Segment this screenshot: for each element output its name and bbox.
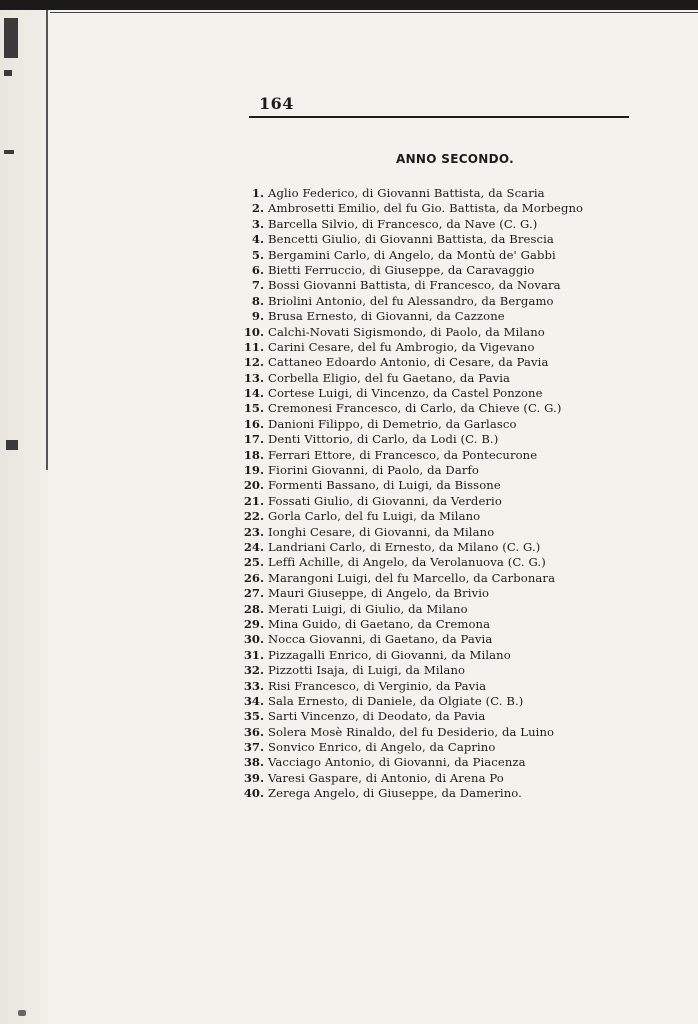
entry-text: Cattaneo Edoardo Antonio, di Cesare, da Pavia (268, 355, 549, 370)
entry-text: Merati Luigi, di Giulio, da Milano (268, 601, 468, 616)
entry-text: Fiorini Giovanni, di Paolo, da Darfo (268, 463, 479, 478)
entry-text: Bencetti Giulio, di Giovanni Battista, da Brescia (268, 232, 554, 247)
entry-text: Barcella Silvio, di Francesco, da Nave (C. G.) (268, 216, 538, 231)
list-item (240, 278, 660, 293)
list-item (240, 248, 660, 263)
list-item (240, 648, 660, 663)
entry-number: 11. (243, 339, 264, 354)
list-item (240, 494, 660, 509)
entry-number: 16. (243, 416, 264, 431)
entry-number: 36. (243, 724, 264, 739)
binding-mark (6, 440, 18, 450)
entry-text: Cortese Luigi, di Vincenzo, da Castel Ponzone (268, 386, 543, 401)
list-item (240, 294, 660, 309)
list-item (240, 571, 660, 586)
entry-number: 31. (243, 647, 264, 662)
entry-text: Risi Francesco, di Verginio, da Pavia (268, 678, 487, 693)
page-speck (18, 1010, 26, 1016)
list-item (240, 217, 660, 232)
entry-number: 30. (243, 632, 264, 647)
list-item (240, 186, 660, 201)
entry-number: 27. (243, 586, 264, 601)
binding-rule (46, 0, 48, 470)
top-rule (50, 12, 698, 13)
entry-number: 33. (243, 678, 264, 693)
entry-text: Varesi Gaspare, di Antonio, di Arena Po (268, 770, 504, 785)
list-item (240, 771, 660, 786)
entry-number: 7. (251, 278, 264, 293)
entry-number: 1. (251, 186, 264, 200)
list-item (240, 525, 660, 540)
entry-text: Bergamini Carlo, di Angelo, da Montù de' Gabbi (268, 247, 556, 262)
list-item (240, 586, 660, 601)
entry-number: 17. (243, 432, 264, 447)
list-item (240, 694, 660, 709)
entry-text: Ferrari Ettore, di Francesco, da Pontecurone (268, 447, 538, 462)
entry-number: 25. (243, 555, 264, 570)
entry-number: 4. (251, 232, 264, 247)
entry-text: Leffi Achille, di Angelo, da Verolanuova (C. G.) (268, 555, 546, 570)
entry-number: 9. (251, 309, 264, 324)
list-item (240, 371, 660, 386)
entry-text: Bietti Ferruccio, di Giuseppe, da Caravaggio (268, 262, 535, 277)
list-item (240, 417, 660, 432)
entry-number: 28. (243, 601, 264, 616)
entry-number: 34. (243, 693, 264, 708)
entry-text: Ambrosetti Emilio, del fu Gio. Battista, da Morbegno (268, 201, 584, 216)
list-item (240, 340, 660, 355)
list-item (240, 509, 660, 524)
binding-mark (4, 150, 14, 154)
list-item (240, 740, 660, 755)
list-item (240, 478, 660, 493)
list-item (240, 725, 660, 740)
entry-text: Danioni Filippo, di Demetrio, da Garlasco (268, 416, 517, 431)
entry-number: 10. (243, 324, 264, 339)
entry-text: Nocca Giovanni, di Gaetano, da Pavia (268, 632, 493, 647)
list-item (240, 555, 660, 570)
entry-number: 15. (243, 401, 264, 416)
entry-number: 6. (251, 262, 264, 277)
list-item (240, 602, 660, 617)
entry-number: 37. (243, 740, 264, 755)
entry-number: 23. (243, 524, 264, 539)
entry-text: Denti Vittorio, di Carlo, da Lodi (C. B.) (268, 432, 499, 447)
entry-number: 5. (251, 247, 264, 262)
list-item (240, 463, 660, 478)
entry-number: 39. (243, 770, 264, 785)
binding-mark (4, 18, 18, 58)
entry-number: 24. (243, 539, 264, 554)
entry-text: Carini Cesare, del fu Ambrogio, da Vigevano (268, 339, 535, 354)
entry-text: Bossi Giovanni Battista, di Francesco, da Novara (268, 278, 561, 293)
student-list (240, 186, 660, 802)
entry-text: Formenti Bassano, di Luigi, da Bissone (268, 478, 501, 493)
list-item (240, 540, 660, 555)
page-number: 164 (259, 94, 294, 113)
entry-text: Pizzotti Isaja, di Luigi, da Milano (268, 663, 466, 678)
list-item (240, 401, 660, 416)
entry-text: Sarti Vincenzo, di Deodato, da Pavia (268, 709, 486, 724)
entry-text: Pizzagalli Enrico, di Giovanni, da Milano (268, 647, 511, 662)
list-item (240, 679, 660, 694)
list-item (240, 309, 660, 324)
entry-text: Landriani Carlo, di Ernesto, da Milano (C. G.) (268, 539, 541, 554)
entry-text: Zerega Angelo, di Giuseppe, da Damerino. (268, 786, 522, 801)
entry-number: 38. (243, 755, 264, 770)
entry-number: 21. (243, 493, 264, 508)
list-item (240, 617, 660, 632)
entry-number: 26. (243, 570, 264, 585)
list-item (240, 201, 660, 216)
list-item (240, 432, 660, 447)
entry-text: Briolini Antonio, del fu Alessandro, da Bergamo (268, 293, 554, 308)
entry-number: 22. (243, 509, 264, 524)
entry-text: Aglio Federico, di Giovanni Battista, da Scaria (268, 186, 545, 200)
entry-number: 19. (243, 463, 264, 478)
entry-text: Mina Guido, di Gaetano, da Cremona (268, 616, 491, 631)
entry-text: Cremonesi Francesco, di Carlo, da Chieve (C. G.) (268, 401, 562, 416)
list-item (240, 786, 660, 801)
entry-number: 32. (243, 663, 264, 678)
list-item (240, 709, 660, 724)
entry-number: 29. (243, 616, 264, 631)
entry-text: Vacciago Antonio, di Giovanni, da Piacenza (268, 755, 526, 770)
entry-number: 8. (251, 293, 264, 308)
entry-text: Gorla Carlo, del fu Luigi, da Milano (268, 509, 481, 524)
section-title: ANNO SECONDO. (396, 152, 514, 166)
entry-text: Calchi-Novati Sigismondo, di Paolo, da Milano (268, 324, 545, 339)
list-item (240, 755, 660, 770)
header-rule (249, 116, 629, 118)
entry-number: 12. (243, 355, 264, 370)
entry-text: Ionghi Cesare, di Giovanni, da Milano (268, 524, 495, 539)
entry-text: Marangoni Luigi, del fu Marcello, da Carbonara (268, 570, 556, 585)
entry-text: Mauri Giuseppe, di Angelo, da Brivio (268, 586, 490, 601)
entry-number: 35. (243, 709, 264, 724)
list-item (240, 386, 660, 401)
list-item (240, 325, 660, 340)
list-item (240, 355, 660, 370)
entry-number: 2. (251, 201, 264, 216)
entry-text: Fossati Giulio, di Giovanni, da Verderio (268, 493, 502, 508)
entry-text: Sonvico Enrico, di Angelo, da Caprino (268, 740, 496, 755)
entry-number: 3. (251, 216, 264, 231)
entry-number: 14. (243, 386, 264, 401)
list-item (240, 263, 660, 278)
entry-text: Solera Mosè Rinaldo, del fu Desiderio, da Luino (268, 724, 555, 739)
list-item (240, 632, 660, 647)
list-item (240, 448, 660, 463)
entry-text: Corbella Eligio, del fu Gaetano, da Pavia (268, 370, 511, 385)
entry-number: 20. (243, 478, 264, 493)
entry-number: 13. (243, 370, 264, 385)
list-item (240, 232, 660, 247)
binding-mark (4, 70, 12, 76)
list-item (240, 663, 660, 678)
entry-number: 40. (243, 786, 264, 801)
top-border (0, 0, 698, 10)
entry-text: Sala Ernesto, di Daniele, da Olgiate (C. B.) (268, 693, 524, 708)
entry-text: Brusa Ernesto, di Giovanni, da Cazzone (268, 309, 505, 324)
entry-number: 18. (243, 447, 264, 462)
